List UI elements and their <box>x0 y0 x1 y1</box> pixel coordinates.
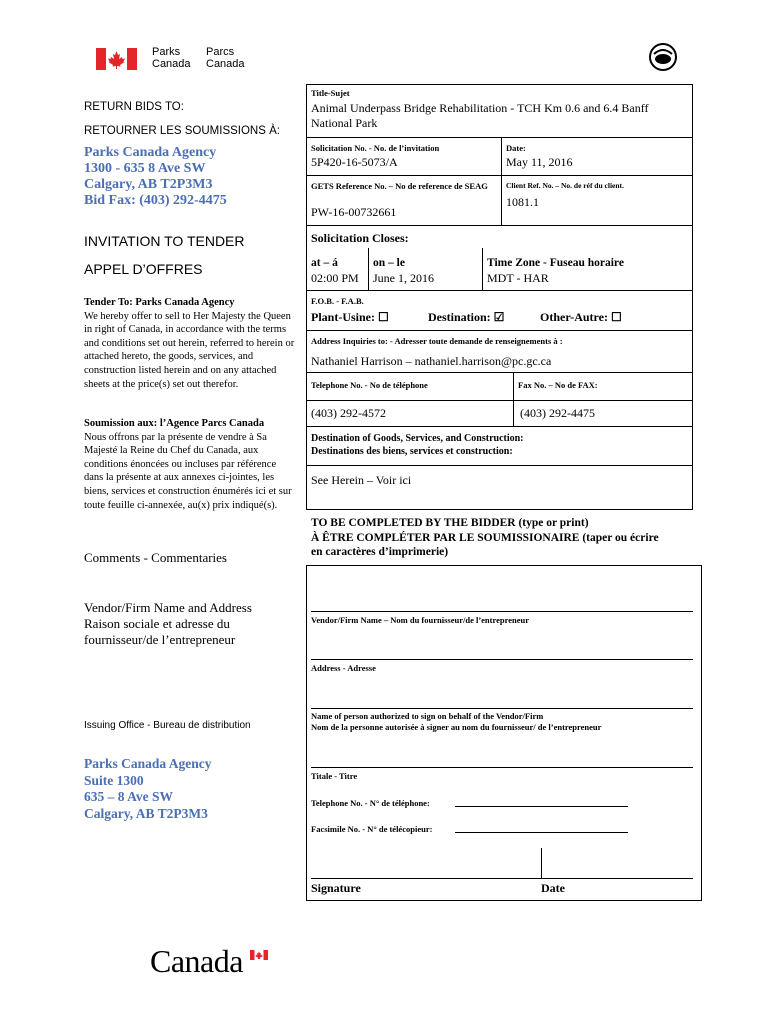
dest-goods-label-fr: Destinations des biens, services et construction: <box>311 446 513 457</box>
soumission-heading: Soumission aux: l’Agence Parcs Canada <box>84 418 265 429</box>
invitation-en: INVITATION TO TENDER <box>84 233 245 249</box>
tender-to-heading: Tender To: Parks Canada Agency <box>84 297 235 308</box>
at-value: 02:00 PM <box>311 271 359 285</box>
solicitation-value: 5P420-16-5073/A <box>311 155 398 169</box>
plant-label: Plant-Usine: <box>311 310 375 324</box>
bidder-heading-line: TO BE COMPLETED BY THE BIDDER (type or print) <box>311 517 589 529</box>
other-checkbox[interactable]: ☐ <box>610 310 622 324</box>
bidder-phone-input[interactable] <box>455 790 628 806</box>
issuing-address <box>84 756 212 822</box>
bidder-heading-line: À ÊTRE COMPLÉTER PAR LE SOUMISSIONAIRE (taper ou écrire <box>311 531 659 544</box>
vendor-address-label <box>84 600 252 648</box>
gets-label: GETS Reference No. – No de reference de SEAG <box>311 181 488 191</box>
tel-label: Telephone No. - No de téléphone <box>311 380 428 390</box>
closes-label: Solicitation Closes: <box>311 231 409 245</box>
address-label: Address - Adresse <box>311 663 376 673</box>
bidder-fax-label: Facsimile No. - N° de télécopieur: <box>311 824 433 834</box>
fob-label: F.O.B. - F.A.B. <box>311 296 364 306</box>
title-label: Title-Sujet <box>311 88 350 98</box>
destination-checkbox[interactable]: ☑ <box>493 310 505 324</box>
bidder-heading-line: en caractères d’imprimerie) <box>311 546 449 558</box>
client-ref-value: 1081.1 <box>506 195 539 209</box>
plant-option[interactable] <box>311 310 389 325</box>
tel-value: (403) 292-4572 <box>311 406 386 420</box>
soumission-body: Nous offrons par la présente de vendre à Sa Majesté la Reine du Chef du Canada, aux conditions énoncées ou incluses par référence dans la présente at aux annexes ci-jointes, les biens, services et construction énumérés ici et sur toute feuille ci-annexée, au(x) prix indiqué(s). <box>84 431 292 511</box>
solicitation-label: Solicitation No. - No. de l’invitation <box>311 143 440 153</box>
inquiries-label: Address Inquiries to: - Adresser toute demande de renseignements à : <box>311 336 563 346</box>
date-value: May 11, 2016 <box>506 155 573 169</box>
return-address-line: Parks Canada Agency <box>84 145 217 160</box>
vendor-name-label: Vendor/Firm Name – Nom du fournisseur/de l’entrepreneur <box>311 615 529 625</box>
signer-title-label: Titale - Titre <box>311 771 358 781</box>
authorized-label-en: Name of person authorized to sign on behalf of the Vendor/Firm <box>311 711 544 721</box>
return-bids-fr: RETOURNER LES SOUMISSIONS À: <box>84 125 280 137</box>
gets-value: PW-16-00732661 <box>311 205 397 219</box>
sign-date-label: Date <box>541 881 565 895</box>
issuing-office-label: Issuing Office - Bureau de distribution <box>84 720 251 731</box>
vendor-label-line: Vendor/Firm Name and Address <box>84 600 252 615</box>
issuing-address-line: Parks Canada Agency <box>84 756 212 771</box>
vendor-label-line: fournisseur/de l’entrepreneur <box>84 632 236 647</box>
return-address <box>84 145 227 209</box>
dept-fr-line1: Parcs <box>206 46 235 58</box>
title-value: Animal Underpass Bridge Rehabilitation - TCH Km 0.6 and 6.4 Banff National Park <box>311 101 649 130</box>
tender-to-block <box>84 296 296 391</box>
canada-flag-icon <box>96 48 137 70</box>
comments-label: Comments - Commentaries <box>84 550 227 565</box>
other-option[interactable] <box>540 310 622 325</box>
wordmark-flag-icon <box>250 947 268 957</box>
issuing-address-line: Suite 1300 <box>84 772 144 788</box>
tz-label: Time Zone - Fuseau horaire <box>487 257 624 269</box>
return-address-line: Bid Fax: (403) 292-4475 <box>84 193 227 208</box>
on-label: on – le <box>373 257 405 269</box>
sign-date-input[interactable] <box>543 848 693 877</box>
tz-value: MDT - HAR <box>487 271 549 285</box>
other-label: Other-Autre: <box>540 310 608 324</box>
fax-label: Fax No. – No de FAX: <box>518 380 598 390</box>
bidder-fax-input[interactable] <box>455 816 628 832</box>
dest-goods-label <box>311 432 524 458</box>
inquiries-value: Nathaniel Harrison – nathaniel.harrison@pc.gc.ca <box>311 354 552 368</box>
signature-input[interactable] <box>311 848 540 877</box>
soumission-block <box>84 417 296 512</box>
dest-goods-value: See Herein – Voir ici <box>311 473 412 487</box>
signer-title-input[interactable] <box>311 738 693 766</box>
issuing-address-line: Calgary, AB T2P3M3 <box>84 805 208 821</box>
authorized-label-fr: Nom de la personne autorisée à signer au nom du fournisseur/ de l’entrepreneur <box>311 722 602 732</box>
date-label: Date: <box>506 143 526 153</box>
authorized-label <box>311 711 601 733</box>
dept-fr-line2: Canada <box>206 58 245 70</box>
bidder-heading <box>311 516 696 560</box>
vendor-name-input[interactable] <box>311 572 693 610</box>
return-bids-en: RETURN BIDS TO: <box>84 101 184 113</box>
client-ref-label: Client Ref. No. – No. de réf du client. <box>506 181 624 190</box>
signature-label: Signature <box>311 881 361 895</box>
beaver-emblem-icon <box>648 42 678 72</box>
canada-wordmark <box>150 943 243 983</box>
address-input[interactable] <box>311 625 693 658</box>
fax-value: (403) 292-4475 <box>520 406 595 420</box>
at-label: at – á <box>311 257 338 269</box>
issuing-address-line: 635 – 8 Ave SW <box>84 789 174 804</box>
dept-en-line2: Canada <box>152 58 191 70</box>
dept-name-en <box>152 46 191 70</box>
tender-to-body: We hereby offer to sell to Her Majesty the Queen in right of Canada, in accordance with the terms and conditions set out herein, referred to herein or attached hereto, the goods, services, and construction listed herein and on any attached sheets at the price(s) set out therefor. <box>84 310 295 390</box>
authorized-name-input[interactable] <box>311 675 693 707</box>
parks-canada-signature <box>96 46 256 74</box>
destination-option[interactable] <box>428 310 504 325</box>
on-value: June 1, 2016 <box>373 271 434 285</box>
canada-wordmark-text: Canada <box>150 943 243 979</box>
vendor-label-line: Raison sociale et adresse du <box>84 616 230 631</box>
bidder-phone-label: Telephone No. - N° de téléphone: <box>311 798 430 808</box>
return-address-line: 1300 - 635 8 Ave SW <box>84 161 206 176</box>
return-address-line: Calgary, AB T2P3M3 <box>84 177 213 192</box>
dept-name-fr <box>206 46 245 70</box>
destination-label: Destination: <box>428 310 491 324</box>
invitation-fr: APPEL D’OFFRES <box>84 261 203 277</box>
dest-goods-label-en: Destination of Goods, Services, and Construction: <box>311 433 524 444</box>
plant-checkbox[interactable]: ☐ <box>378 310 389 324</box>
dept-en-line1: Parks <box>152 46 181 58</box>
